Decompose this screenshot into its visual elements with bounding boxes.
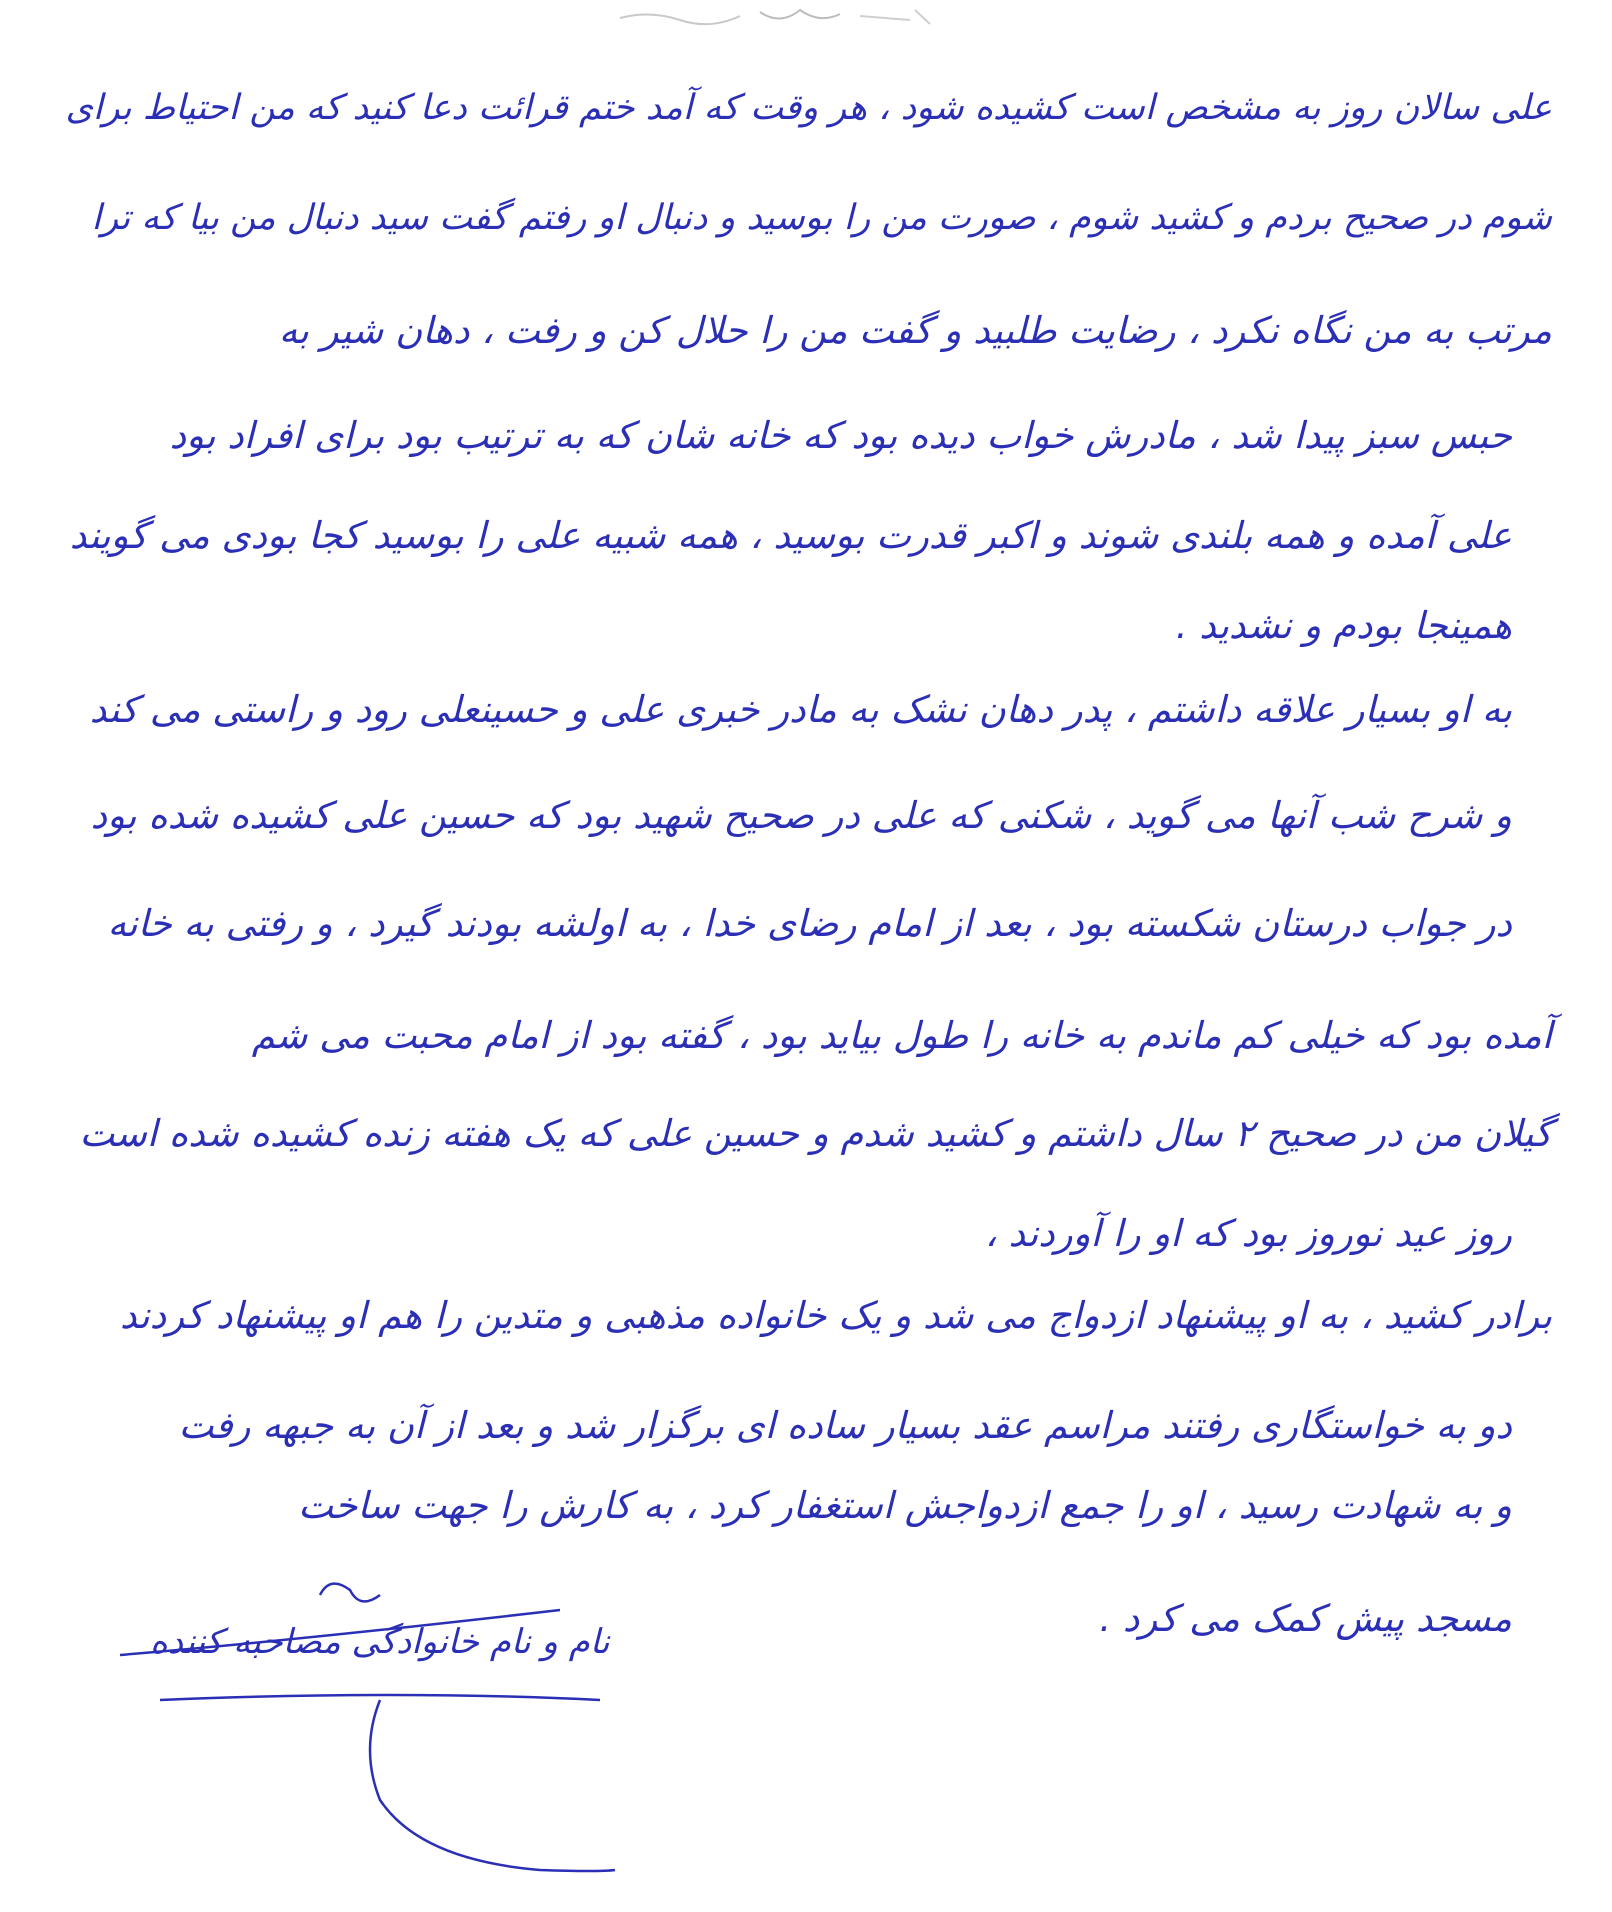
text-line-8: و شرح شب آنها می گوید ، شکنی که علی در صحیح شهید بود که حسین علی کشیده شده بود bbox=[90, 794, 1512, 837]
text-line-5: علی آمده و همه بلندی شوند و اکبر قدرت بوسید ، همه شبیه علی را بوسید کجا بودی می گویند bbox=[69, 514, 1512, 557]
faded-stamp-mark bbox=[610, 2, 950, 32]
text-line-6: همینجا بودم و نشدید . bbox=[1175, 604, 1512, 647]
text-line-11: گیلان من در صحیح ۲ سال داشتم و کشید شدم و حسین علی که یک هفته زنده کشیده شده است bbox=[79, 1112, 1552, 1155]
text-line-2: شوم در صحیح بردم و کشید شوم ، صورت من را بوسید و دنبال او رفتم گفت سید دنبال من بیا که ترا bbox=[91, 198, 1552, 238]
text-line-16: مسجد پیش کمک می کرد . bbox=[1099, 1597, 1512, 1640]
text-line-10: آمده بود که خیلی کم ماندم به خانه را طول بیاید بود ، گفته بود از امام محبت می شم bbox=[251, 1014, 1552, 1057]
text-line-1: علی سالان روز به مشخص است کشیده شود ، هر وقت که آمد ختم قرائت دعا کنید که من احتیاط برای bbox=[65, 88, 1552, 128]
text-line-14: دو به خواستگاری رفتند مراسم عقد بسیار ساده ای برگزار شد و بعد از آن به جبهه رفت bbox=[178, 1404, 1512, 1447]
text-line-13: برادر کشید ، به او پیشنهاد ازدواج می شد و یک خانواده مذهبی و متدین را هم او پیشنهاد کردند bbox=[120, 1294, 1552, 1337]
text-line-12: روز عید نوروز بود که او را آوردند ، bbox=[984, 1212, 1512, 1255]
text-line-15: و به شهادت رسید ، او را جمع ازدواجش استغفار کرد ، به کارش را جهت ساخت bbox=[298, 1484, 1512, 1527]
signature-label: نام و نام خانوادگی مصاحبه کننده bbox=[150, 1622, 610, 1662]
text-line-4: حبس سبز پیدا شد ، مادرش خواب دیده بود که خانه شان که به ترتیب بود برای افراد بود bbox=[169, 414, 1512, 457]
text-line-7: به او بسیار علاقه داشتم ، پدر دهان نشک به مادر خبری علی و حسینعلی رود و راستی می کند bbox=[89, 688, 1512, 731]
text-line-9: در جواب درستان شکسته بود ، بعد از امام رضای خدا ، به اولشه بودند گیرد ، و رفتی به خانه bbox=[107, 902, 1512, 945]
text-line-3: مرتب به من نگاه نکرد ، رضایت طلبید و گفت من را حلال کن و رفت ، دهان شیر به bbox=[278, 309, 1552, 352]
